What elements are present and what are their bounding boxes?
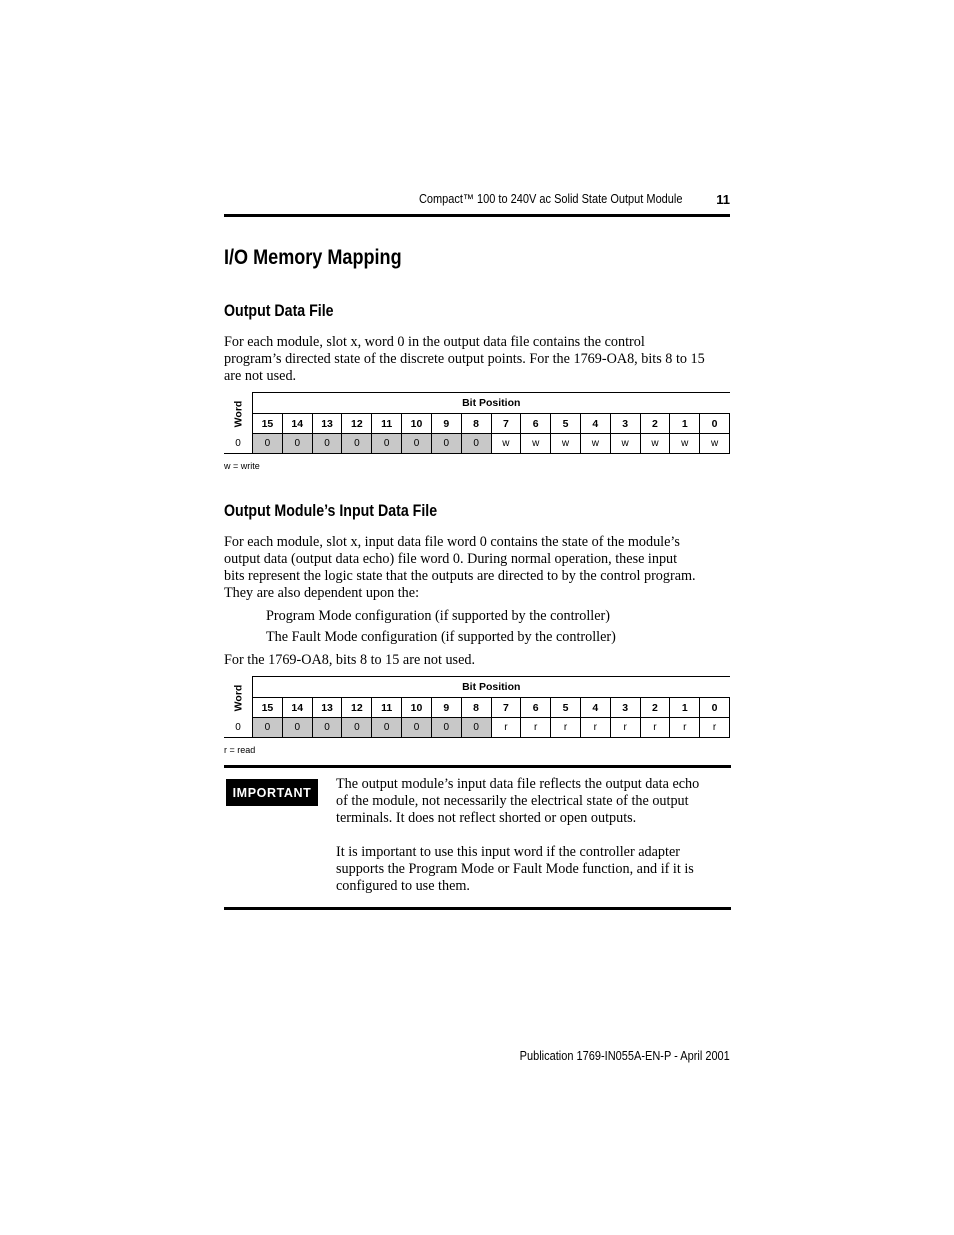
bit-number-9: 9: [431, 698, 461, 718]
bit-number-13: 13: [312, 414, 342, 434]
bit-number-4: 4: [580, 414, 610, 434]
bit-value-9: 0: [431, 718, 461, 738]
bit-value-12: 0: [342, 434, 372, 454]
paragraph-line: program’s directed state of the discrete output points. For the 1769-OA8, bits 8 to 15: [224, 351, 705, 367]
bit-number-2: 2: [640, 414, 670, 434]
bit-number-5: 5: [551, 414, 581, 434]
bit-number-6: 6: [521, 698, 551, 718]
bit-value-10: 0: [402, 718, 432, 738]
bit-position-header: Bit Position: [253, 677, 730, 698]
paragraph-line: terminals. It does not reflect shorted or open outputs.: [336, 810, 637, 826]
bit-number-7: 7: [491, 414, 521, 434]
paragraph-line: are not used.: [224, 368, 297, 384]
publication-footer: Publication 1769-IN055A-EN-P - April 2001: [519, 1049, 730, 1063]
paragraph-line: configured to use them.: [336, 878, 470, 894]
row-word-number: 0: [224, 718, 253, 738]
bit-number-4: 4: [580, 698, 610, 718]
page-number: 11: [716, 192, 730, 207]
bit-number-2: 2: [640, 698, 670, 718]
paragraph-line: It is important to use this input word if the controller adapter: [336, 844, 680, 860]
input-data-file-note: [224, 652, 730, 669]
paragraph-line: For each module, slot x, word 0 in the output data file contains the control: [224, 334, 645, 350]
header-rule: [224, 214, 730, 217]
bit-value-3: r: [610, 718, 640, 738]
bit-value-1: w: [670, 434, 700, 454]
output-table-footnote: w = write: [224, 461, 260, 471]
bit-value-11: 0: [372, 718, 402, 738]
paragraph-line: The output module’s input data file reflects the output data echo: [336, 776, 700, 792]
bit-number-10: 10: [402, 414, 432, 434]
bit-value-7: r: [491, 718, 521, 738]
bit-value-4: w: [580, 434, 610, 454]
bit-number-9: 9: [431, 414, 461, 434]
bit-value-12: 0: [342, 718, 372, 738]
input-table-footnote: r = read: [224, 745, 256, 755]
important-bottom-rule: [224, 907, 731, 910]
bit-value-8: 0: [461, 718, 491, 738]
paragraph-line: of the module, not necessarily the electrical state of the output: [336, 793, 689, 809]
bit-value-14: 0: [282, 434, 312, 454]
bit-value-6: w: [521, 434, 551, 454]
bit-number-1: 1: [670, 698, 700, 718]
list-item: Program Mode configuration (if supported by the controller): [266, 608, 610, 624]
bit-value-15: 0: [253, 718, 283, 738]
paragraph-line: output data (output data echo) file word 0. During normal operation, these input: [224, 551, 678, 567]
output-bit-table: [224, 392, 730, 454]
bit-number-14: 14: [282, 414, 312, 434]
bit-value-6: r: [521, 718, 551, 738]
word-label: Word: [231, 684, 244, 712]
bit-number-7: 7: [491, 698, 521, 718]
bit-value-15: 0: [253, 434, 283, 454]
table-row: [224, 434, 730, 454]
bit-value-1: r: [670, 718, 700, 738]
running-title: Compact™ 100 to 240V ac Solid State Output Module: [418, 192, 682, 206]
bit-value-8: 0: [461, 434, 491, 454]
bit-number-14: 14: [282, 698, 312, 718]
bit-number-13: 13: [312, 698, 342, 718]
bit-number-3: 3: [610, 414, 640, 434]
bit-value-5: r: [551, 718, 581, 738]
table-row: [224, 718, 730, 738]
bit-value-11: 0: [372, 434, 402, 454]
bit-value-10: 0: [402, 434, 432, 454]
output-data-file-paragraph: [224, 334, 730, 385]
paragraph-line: For each module, slot x, input data file word 0 contains the state of the module’s: [224, 534, 680, 550]
bit-value-3: w: [610, 434, 640, 454]
important-paragraph-1: [336, 776, 732, 827]
bit-number-15: 15: [253, 414, 283, 434]
bit-value-2: r: [640, 718, 670, 738]
bit-number-3: 3: [610, 698, 640, 718]
row-word-number: 0: [224, 434, 253, 454]
bit-number-0: 0: [700, 698, 730, 718]
bit-number-12: 12: [342, 698, 372, 718]
input-data-file-heading: Output Module’s Input Data File: [224, 502, 438, 520]
output-data-file-heading: Output Data File: [224, 302, 334, 320]
bit-value-7: w: [491, 434, 521, 454]
important-top-rule: [224, 765, 731, 768]
bit-number-10: 10: [402, 698, 432, 718]
bit-value-0: w: [700, 434, 730, 454]
bit-value-2: w: [640, 434, 670, 454]
bit-numbers-row: [224, 414, 730, 434]
bit-number-8: 8: [461, 698, 491, 718]
word-header: [224, 393, 253, 434]
bit-position-header: Bit Position: [253, 393, 730, 414]
bit-number-15: 15: [253, 698, 283, 718]
word-header: [224, 677, 253, 718]
bit-value-14: 0: [282, 718, 312, 738]
bit-value-13: 0: [312, 718, 342, 738]
bit-number-11: 11: [372, 414, 402, 434]
input-bit-table: [224, 676, 730, 738]
paragraph-line: supports the Program Mode or Fault Mode function, and if it is: [336, 861, 694, 877]
bit-number-11: 11: [372, 698, 402, 718]
list-item: The Fault Mode configuration (if supported by the controller): [266, 629, 616, 645]
bit-number-6: 6: [521, 414, 551, 434]
section-title: I/O Memory Mapping: [224, 246, 402, 269]
bit-number-5: 5: [551, 698, 581, 718]
running-header: [224, 192, 730, 210]
bit-numbers-row: [224, 698, 730, 718]
bit-number-8: 8: [461, 414, 491, 434]
note-line: For the 1769-OA8, bits 8 to 15 are not used.: [224, 652, 476, 668]
bit-number-12: 12: [342, 414, 372, 434]
important-paragraph-2: [336, 844, 732, 895]
paragraph-line: bits represent the logic state that the outputs are directed to by the control program.: [224, 568, 696, 584]
paragraph-line: They are also dependent upon the:: [224, 585, 420, 601]
bit-value-5: w: [551, 434, 581, 454]
bit-number-0: 0: [700, 414, 730, 434]
bit-value-13: 0: [312, 434, 342, 454]
input-data-file-paragraph: [224, 534, 730, 602]
bit-value-4: r: [580, 718, 610, 738]
bit-value-0: r: [700, 718, 730, 738]
important-badge: IMPORTANT: [226, 779, 318, 806]
bit-number-1: 1: [670, 414, 700, 434]
word-label: Word: [231, 400, 244, 428]
bit-value-9: 0: [431, 434, 461, 454]
